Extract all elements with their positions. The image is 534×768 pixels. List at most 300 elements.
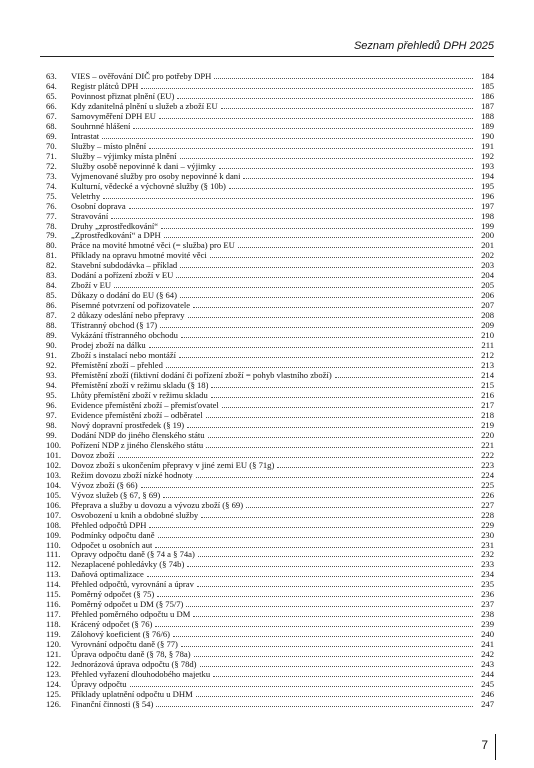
toc-entry-page: 210 (481, 330, 494, 341)
dot-leader (208, 437, 473, 438)
toc-entry (40, 101, 494, 111)
toc-entry-number: 81. (46, 250, 57, 261)
toc-entry-number: 92. (46, 360, 57, 371)
toc-entry-page: 237 (481, 599, 494, 610)
toc-entry-page: 243 (481, 659, 494, 670)
dot-leader (221, 108, 473, 109)
toc-entry-page: 228 (481, 509, 494, 520)
toc-entry-page: 206 (481, 290, 494, 301)
toc-entry (40, 201, 494, 211)
toc-entry-title: Odpočet u osobních aut (71, 539, 153, 550)
toc-entry-page: 223 (481, 459, 494, 470)
toc-entry (40, 131, 494, 141)
toc-entry (40, 470, 494, 480)
toc-entry-title: Opravy odpočtu daně (§ 74 a § 74a) (71, 549, 195, 560)
toc-entry-number: 76. (46, 200, 57, 211)
dot-leader (335, 377, 473, 378)
toc-entry-title: Vývoz zboží (§ 66) (71, 479, 138, 490)
toc-entry-page: 195 (481, 180, 494, 191)
toc-entry-page: 232 (481, 549, 494, 560)
toc-entry-number: 107. (46, 509, 62, 520)
toc-entry-page: 238 (481, 609, 494, 620)
dot-leader (166, 367, 473, 368)
toc-entry-page: 218 (481, 409, 494, 420)
toc-entry-title: Příklady uplatnění odpočtu u DHM (71, 689, 193, 700)
toc-entry-number: 120. (46, 639, 62, 650)
dot-leader (159, 118, 473, 119)
dot-leader (181, 646, 473, 647)
toc-entry (40, 490, 494, 500)
toc-entry-page: 192 (481, 150, 494, 161)
header-divider (40, 56, 494, 57)
toc-entry (40, 420, 494, 430)
toc-entry-title: Poměrný odpočet (§ 75) (71, 589, 155, 600)
toc-entry-page: 219 (481, 419, 494, 430)
page-number: 7 (481, 738, 488, 752)
toc-entry (40, 260, 494, 270)
dot-leader (156, 706, 473, 707)
dot-leader (157, 596, 473, 597)
toc-entry-number: 71. (46, 150, 57, 161)
toc-entry-page: 197 (481, 200, 494, 211)
dot-leader (149, 148, 473, 149)
toc-entry (40, 520, 494, 530)
toc-entry-page: 196 (481, 190, 494, 201)
toc-entry-number: 94. (46, 380, 57, 391)
toc-entry-title: Druhy „zprostředkování“ (71, 220, 159, 231)
toc-entry-number: 97. (46, 409, 57, 420)
toc-entry-page: 227 (481, 499, 494, 510)
toc-entry (40, 589, 494, 599)
toc-entry-title: Kulturní, vědecké a výchovné služby (§ 10b) (71, 180, 226, 191)
toc-entry-title: Lhůty přemístění zboží v režimu skladu (71, 389, 208, 400)
toc-entry-page: 200 (481, 230, 494, 241)
toc-entry (40, 240, 494, 250)
toc-entry (40, 440, 494, 450)
toc-entry (40, 510, 494, 520)
toc-entry-number: 112. (46, 559, 61, 570)
toc-entry-number: 75. (46, 190, 57, 201)
dot-leader (243, 178, 473, 179)
toc-entry-page: 229 (481, 519, 494, 530)
dot-leader (164, 237, 473, 238)
dot-leader (103, 198, 473, 199)
toc-entry-title: Přehled odpočtů, vyrovnání a úprav (71, 579, 194, 590)
toc-entry-title: Přehled vyřazení dlouhodobého majetku (71, 669, 211, 680)
toc-entry-title: Zboží s instalací nebo montáží (71, 350, 177, 361)
toc-entry (40, 370, 494, 380)
toc-entry-page: 198 (481, 210, 494, 221)
toc-entry (40, 530, 494, 540)
dot-leader (206, 417, 473, 418)
toc-entry-page: 216 (481, 389, 494, 400)
toc-entry-title: Registr plátců DPH (71, 80, 139, 91)
dot-leader (155, 626, 473, 627)
dot-leader (186, 606, 473, 607)
toc-entry-page: 186 (481, 90, 494, 101)
toc-entry-number: 79. (46, 230, 57, 241)
toc-entry-page: 245 (481, 679, 494, 690)
toc-entry-page: 241 (481, 639, 494, 650)
toc-entry-number: 126. (46, 699, 62, 710)
toc-entry (40, 599, 494, 609)
toc-entry-title: Jednorázová úprava odpočtu (§ 78d) (71, 659, 197, 670)
dot-leader (229, 188, 473, 189)
toc-entry-number: 86. (46, 300, 57, 311)
dot-leader (198, 556, 473, 557)
toc-entry-title: Dodání a pořízení zboží v EU (71, 270, 174, 281)
dot-leader (141, 487, 473, 488)
toc-entry-page: 233 (481, 559, 494, 570)
toc-entry-title: Důkazy o dodání do EU (§ 64) (71, 290, 177, 301)
dot-leader (246, 507, 473, 508)
toc-entry-page: 217 (481, 399, 494, 410)
toc-entry-page: 215 (481, 380, 494, 391)
toc-entry (40, 171, 494, 181)
dot-leader (206, 447, 473, 448)
dot-leader (160, 327, 473, 328)
toc-entry (40, 609, 494, 619)
dot-leader (193, 616, 473, 617)
toc-entry-title: Dovoz zboží (71, 449, 115, 460)
toc-entry-title: Vyrovnání odpočtu daně (§ 77) (71, 639, 178, 650)
toc-entry-page: 246 (481, 689, 494, 700)
toc-entry-title: Daňová optimalizace (71, 569, 144, 580)
dot-leader (193, 307, 473, 308)
toc-entry-page: 188 (481, 110, 494, 121)
dot-leader (196, 477, 473, 478)
toc-entry-number: 80. (46, 240, 57, 251)
toc-entry-title: Veletrhy (71, 190, 101, 201)
toc-entry (40, 280, 494, 290)
toc-entry-number: 104. (46, 479, 62, 490)
toc-entry-title: 2 důkazy odeslání nebo přepravy (71, 310, 185, 321)
toc-entry-page: 231 (481, 539, 494, 550)
toc-entry-page: 236 (481, 589, 494, 600)
toc-entry-title: Vyjmenované služby pro osoby nepovinné k dani (71, 170, 241, 181)
toc-entry-number: 63. (46, 70, 57, 81)
toc-entry (40, 579, 494, 589)
dot-leader (219, 168, 473, 169)
toc-entry-title: Finanční činnosti (§ 54) (71, 699, 154, 709)
toc-entry-page: 207 (481, 300, 494, 311)
toc-entry-title: Samovyměření DPH EU (71, 110, 156, 121)
toc-entry-page: 191 (481, 140, 494, 151)
toc-entry-title: Přehled poměrného odpočtu u DM (71, 609, 191, 620)
toc-entry-title: Vývoz služeb (§ 67, § 69) (71, 489, 161, 500)
toc-entry-page: 189 (481, 120, 494, 131)
toc-entry-title: Služby – místo plnění (71, 140, 147, 151)
toc-entry-title: Služby osobě nepovinné k dani – výjimky (71, 160, 216, 171)
dot-leader (173, 636, 473, 637)
toc-entry (40, 231, 494, 241)
toc-entry-number: 93. (46, 370, 57, 381)
toc-entry (40, 699, 494, 709)
toc-entry-title: Prodej zboží na dálku (71, 340, 146, 351)
toc-entry-title: Příklady na opravu hmotné movité věci (71, 250, 207, 261)
dot-leader (102, 138, 473, 139)
toc-entry (40, 151, 494, 161)
toc-entry (40, 121, 494, 131)
toc-entry-page: 234 (481, 569, 494, 580)
dot-leader (141, 88, 473, 89)
dot-leader (118, 457, 473, 458)
toc-entry (40, 639, 494, 649)
toc-entry-page: 247 (481, 699, 494, 710)
toc-entry-title: Souhrnné hlášení (71, 120, 131, 131)
toc-entry-title: Osobní doprava (71, 200, 126, 211)
toc-entry-page: 226 (481, 489, 494, 500)
toc-entry-number: 83. (46, 270, 57, 281)
dot-leader (130, 686, 473, 687)
toc-entry-title: Přeprava a služby u dovozu a vývozu zboží (§ 69) (71, 499, 244, 510)
toc-entry-page: 190 (481, 130, 494, 141)
toc-entry-title: Stravování (71, 210, 109, 221)
toc-entry (40, 221, 494, 231)
toc-entry-title: Poměrný odpočet u DM (§ 75/7) (71, 599, 184, 610)
toc-entry-number: 95. (46, 389, 57, 400)
toc-entry-number: 102. (46, 459, 62, 470)
toc-entry-page: 185 (481, 80, 494, 91)
toc-entry (40, 320, 494, 330)
toc-entry-title: Úprava odpočtu daně (§ 78, § 78a) (71, 649, 191, 660)
toc-entry-page: 212 (481, 350, 494, 361)
toc-entry-number: 88. (46, 320, 57, 331)
toc-entry-title: Povinnost přiznat plnění (EU) (71, 90, 175, 101)
toc-entry-title: Vykázání třístranného obchodu (71, 330, 178, 341)
dot-leader (211, 397, 473, 398)
toc-entry-number: 111. (46, 549, 61, 560)
dot-leader (277, 467, 473, 468)
toc-entry-number: 89. (46, 330, 57, 341)
page-number-divider (495, 734, 496, 760)
dot-leader (210, 257, 473, 258)
toc-entry (40, 270, 494, 280)
toc-entry-number: 69. (46, 130, 57, 141)
dot-leader (187, 566, 473, 567)
dot-leader (147, 576, 473, 577)
toc-entry-title: Krácený odpočet (§ 76) (71, 619, 153, 630)
dot-leader (155, 547, 473, 548)
toc-entry (40, 211, 494, 221)
toc-entry-number: 101. (46, 449, 62, 460)
toc-entry-page: 211 (481, 340, 494, 351)
toc-entry (40, 290, 494, 300)
toc-entry-page: 225 (481, 479, 494, 490)
toc-entry-page: 205 (481, 280, 494, 291)
toc-entry-number: 110. (46, 539, 61, 550)
toc-entry-title: Služby – výjimky místa plnění (71, 150, 177, 161)
toc-entry-title: Přehled odpočtů DPH (71, 519, 147, 530)
toc-entry-title: Pořízení NDP z jiného členského státu (71, 439, 204, 450)
dot-leader (200, 666, 473, 667)
dot-leader (196, 696, 473, 697)
toc-entry-page: 240 (481, 629, 494, 640)
toc-entry-number: 125. (46, 689, 62, 700)
dot-leader (149, 347, 473, 348)
toc-entry-number: 96. (46, 399, 57, 410)
toc-entry-page: 209 (481, 320, 494, 331)
toc-entry-page: 208 (481, 310, 494, 321)
toc-entry-number: 77. (46, 210, 57, 221)
toc-entry-page: 201 (481, 240, 494, 251)
dot-leader (187, 427, 473, 428)
toc-entry-number: 74. (46, 180, 57, 191)
toc-entry-title: Stavební subdodávka – příklad (71, 260, 178, 271)
toc-entry (40, 669, 494, 679)
dot-leader (180, 297, 473, 298)
toc-entry-title: Dodání NDP do jiného členského státu (71, 429, 205, 440)
toc-entry (40, 649, 494, 659)
toc-entry-title: Dovoz zboží s ukončením přepravy v jiné zemi EU (§ 71g) (71, 459, 275, 470)
toc-entry (40, 430, 494, 440)
toc-entry-title: VIES – ověřování DIČ pro potřeby DPH (71, 70, 212, 81)
toc-entry-number: 67. (46, 110, 57, 121)
toc-entry (40, 400, 494, 410)
toc-entry-number: 72. (46, 160, 57, 171)
toc-entry-number: 78. (46, 220, 57, 231)
dot-leader (114, 287, 473, 288)
toc-entry (40, 460, 494, 470)
toc-entry-number: 64. (46, 80, 57, 91)
toc-entry (40, 141, 494, 151)
toc-entry-page: 199 (481, 220, 494, 231)
toc-entry-number: 105. (46, 489, 62, 500)
dot-leader (111, 218, 473, 219)
dot-leader (180, 267, 473, 268)
toc-entry-title: Zálohový koeficient (§ 76/6) (71, 629, 171, 640)
table-of-contents (40, 71, 494, 709)
toc-entry-page: 187 (481, 100, 494, 111)
toc-entry-number: 117. (46, 609, 61, 620)
toc-entry-number: 100. (46, 439, 62, 450)
toc-entry-page: 224 (481, 469, 494, 480)
toc-entry (40, 569, 494, 579)
toc-entry-title: Přemístění zboží v režimu skladu (§ 18) (71, 380, 209, 390)
toc-entry-title: Kdy zdanitelná plnění u služeb a zboží EU (71, 100, 218, 111)
toc-entry-number: 115. (46, 589, 61, 600)
toc-entry-number: 103. (46, 469, 62, 480)
toc-entry-title: Přemístění zboží – přehled (71, 360, 163, 371)
dot-leader (158, 537, 473, 538)
dot-leader (211, 387, 473, 388)
dot-leader (188, 317, 473, 318)
toc-entry (40, 181, 494, 191)
toc-entry (40, 191, 494, 201)
dot-leader (222, 407, 473, 408)
toc-entry (40, 410, 494, 420)
toc-entry-number: 123. (46, 669, 62, 680)
dot-leader (161, 228, 473, 229)
toc-entry-title: „Zprostředkování“ a DPH (71, 230, 161, 241)
toc-entry (40, 330, 494, 340)
toc-entry-page: 221 (481, 439, 494, 450)
dot-leader (179, 357, 473, 358)
dot-leader (129, 208, 473, 209)
toc-entry-page: 220 (481, 429, 494, 440)
toc-entry (40, 500, 494, 510)
dot-leader (177, 98, 473, 99)
toc-entry-title: Práce na movité hmotné věci (= služba) pro EU (71, 240, 235, 251)
toc-entry-title: Úpravy odpočtu (71, 679, 127, 690)
toc-entry-number: 121. (46, 649, 62, 660)
toc-entry-number: 108. (46, 519, 62, 530)
toc-entry-title: Evidence přemístění zboží – přemisťovatel (71, 399, 219, 410)
toc-entry-title: Režim dovozu zboží nízké hodnoty (71, 469, 193, 480)
toc-entry (40, 340, 494, 350)
toc-entry-number: 84. (46, 280, 57, 291)
toc-entry-number: 106. (46, 499, 62, 510)
toc-entry-page: 184 (481, 70, 494, 81)
toc-entry (40, 71, 494, 81)
toc-entry-page: 222 (481, 449, 494, 460)
toc-entry-number: 113. (46, 569, 61, 580)
toc-entry (40, 679, 494, 689)
toc-entry-number: 66. (46, 100, 57, 111)
toc-entry (40, 250, 494, 260)
toc-entry-number: 87. (46, 310, 57, 321)
toc-entry-page: 244 (481, 669, 494, 680)
toc-entry-number: 99. (46, 429, 57, 440)
toc-entry-number: 85. (46, 290, 57, 301)
toc-entry (40, 480, 494, 490)
toc-entry-page: 204 (481, 270, 494, 281)
toc-entry-page: 213 (481, 360, 494, 371)
toc-entry-title: Intrastat (71, 130, 100, 141)
dot-leader (149, 527, 473, 528)
toc-entry (40, 390, 494, 400)
toc-entry (40, 540, 494, 550)
toc-entry-page: 202 (481, 250, 494, 261)
dot-leader (214, 78, 473, 79)
toc-entry (40, 81, 494, 91)
toc-entry (40, 559, 494, 569)
toc-entry (40, 619, 494, 629)
toc-entry-title: Nový dopravní prostředek (§ 19) (71, 419, 185, 430)
toc-entry-number: 124. (46, 679, 62, 690)
toc-entry (40, 350, 494, 360)
toc-entry-number: 116. (46, 599, 61, 610)
dot-leader (181, 337, 473, 338)
toc-entry-title: Třístranný obchod (§ 17) (71, 320, 158, 331)
toc-entry (40, 360, 494, 370)
toc-entry-page: 203 (481, 260, 494, 271)
toc-entry (40, 659, 494, 669)
toc-entry (40, 689, 494, 699)
dot-leader (163, 497, 473, 498)
dot-leader (194, 656, 473, 657)
toc-entry-title: Osvobození u knih a obdobné služby (71, 509, 199, 520)
toc-entry-number: 73. (46, 170, 57, 181)
toc-entry-number: 114. (46, 579, 61, 590)
toc-entry (40, 300, 494, 310)
dot-leader (180, 158, 473, 159)
toc-entry-number: 118. (46, 619, 61, 630)
toc-entry-number: 70. (46, 140, 57, 151)
dot-leader (201, 517, 473, 518)
dot-leader (176, 277, 473, 278)
toc-entry (40, 310, 494, 320)
toc-entry-number: 68. (46, 120, 57, 131)
dot-leader (238, 247, 473, 248)
toc-entry-page: 230 (481, 529, 494, 540)
toc-entry-page: 235 (481, 579, 494, 590)
toc-entry-page: 239 (481, 619, 494, 630)
toc-entry (40, 629, 494, 639)
toc-entry (40, 161, 494, 171)
toc-entry-number: 119. (46, 629, 61, 640)
toc-entry-number: 65. (46, 90, 57, 101)
